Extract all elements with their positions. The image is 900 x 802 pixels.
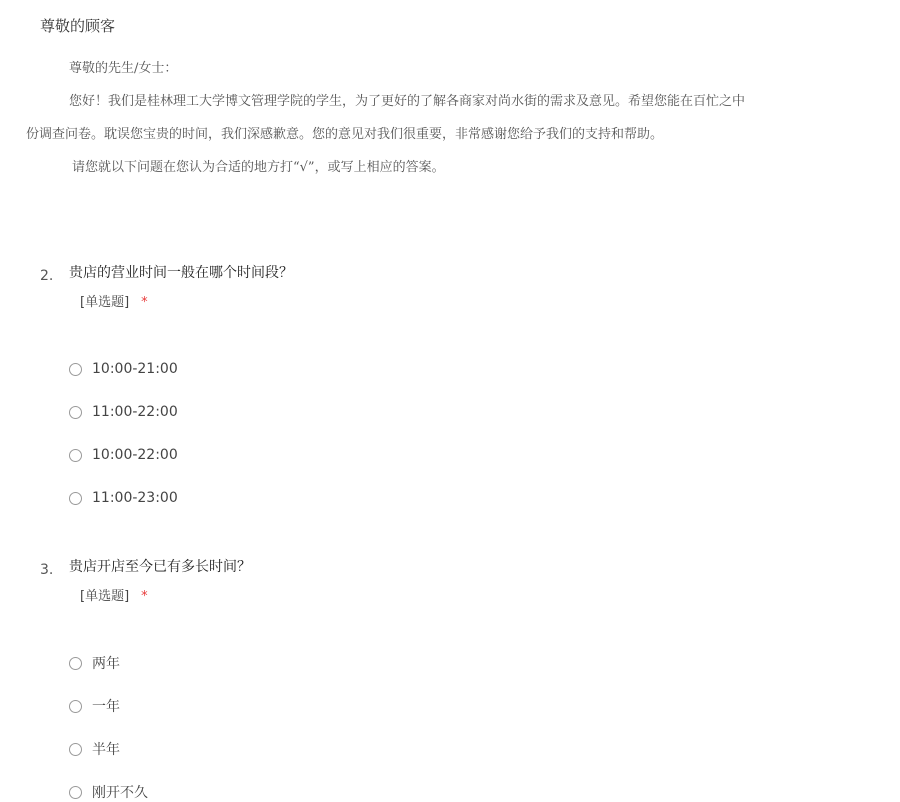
required-mark: * [141,589,148,604]
question-type [80,585,148,604]
option-label: 10:00-21:00 [92,361,178,377]
question-type [80,291,148,310]
option-label: 两年 [92,656,120,672]
question-number: 2. [40,268,54,284]
option-10-21[interactable] [69,359,178,379]
option-just-opened[interactable] [69,782,148,802]
option-two-years[interactable] [69,653,120,673]
question-type-label: [单选题] [80,295,130,310]
radio-unchecked-icon[interactable] [69,406,82,419]
intro-greeting: 尊敬的先生/女士： [69,61,178,76]
intro-line-1: 您好！我们是桂林理工大学博文管理学院的学生，为了更好的了解各商家对尚水街的需求及意见。希望您能在百忙之中 [69,94,746,109]
radio-unchecked-icon[interactable] [69,657,82,670]
option-11-22[interactable] [69,402,178,422]
option-half-year[interactable] [69,739,120,759]
option-label: 11:00-23:00 [92,490,178,506]
radio-unchecked-icon[interactable] [69,743,82,756]
option-label: 11:00-22:00 [92,404,178,420]
radio-unchecked-icon[interactable] [69,700,82,713]
radio-unchecked-icon[interactable] [69,492,82,505]
option-label: 刚开不久 [92,785,148,801]
option-10-22[interactable] [69,445,178,465]
radio-unchecked-icon[interactable] [69,786,82,799]
question-title: 贵店的营业时间一般在哪个时间段？ [69,265,293,281]
intro-text [26,52,900,184]
option-11-23[interactable] [69,488,178,508]
required-mark: * [141,295,148,310]
radio-unchecked-icon[interactable] [69,449,82,462]
option-label: 半年 [92,742,120,758]
option-one-year[interactable] [69,696,120,716]
option-label: 10:00-22:00 [92,447,178,463]
intro-line-3: 请您就以下问题在您认为合适的地方打“√”，或写上相应的答案。 [72,160,445,175]
radio-unchecked-icon[interactable] [69,363,82,376]
intro-line-2: 份调查问卷。耽误您宝贵的时间，我们深感歉意。您的意见对我们很重要，非常感谢您给予我们的支持和帮助。 [26,127,664,142]
question-number: 3. [40,562,54,578]
page-heading: 尊敬的顾客 [40,17,116,35]
question-type-label: [单选题] [80,589,130,604]
option-label: 一年 [92,699,120,715]
question-title: 贵店开店至今已有多长时间？ [69,559,251,575]
